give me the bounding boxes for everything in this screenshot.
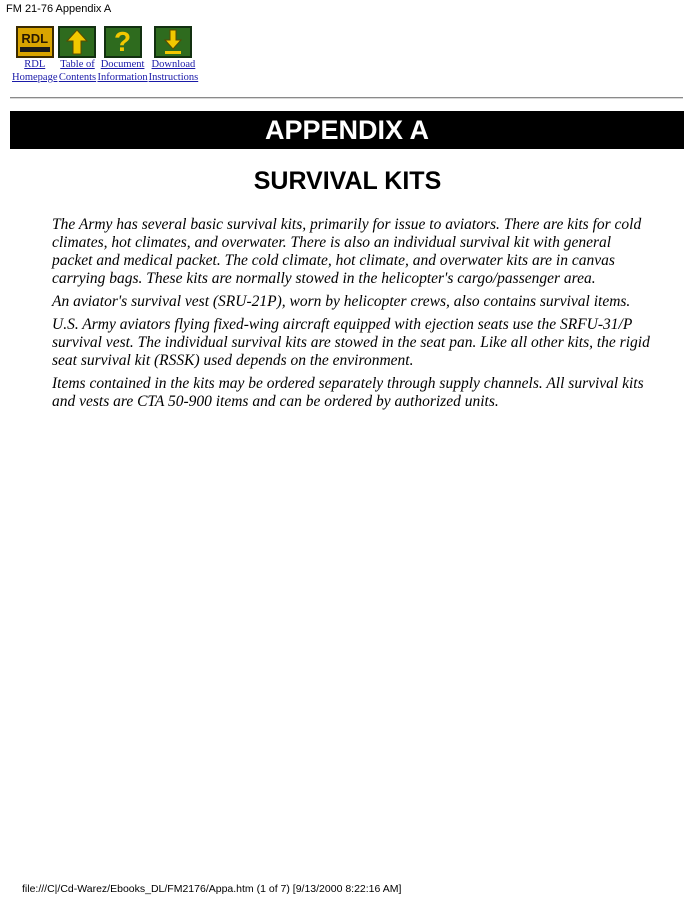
question-mark-glyph: ? — [114, 25, 132, 57]
nav-toolbar — [12, 26, 199, 84]
nav-table-of-contents[interactable] — [58, 26, 96, 84]
nav-rdl-label-2[interactable]: Homepage — [12, 71, 58, 83]
page-title: SURVIVAL KITS — [253, 167, 442, 195]
rdl-logo-bar — [20, 47, 50, 52]
nav-rdl-label-1[interactable]: RDL — [24, 59, 46, 70]
paragraph: The Army has several basic survival kits, primarily for issue to aviators. There are kits for cold climates, hot climates, and overwater. There is also an individual survival kit with general packet and medical packet. The cold climate, hot climate, and overwater kits are in canvas carrying bags. These kits are normally stowed in the helicopter's cargo/passenger area. — [52, 216, 642, 287]
question-mark-icon[interactable] — [104, 26, 142, 58]
up-arrow-icon[interactable] — [58, 26, 96, 58]
rdl-logo-icon[interactable] — [16, 26, 54, 58]
paragraph: An aviator's survival vest (SRU-21P), worn by helicopter crews, also contains survival items. — [52, 293, 631, 310]
nav-toc-label-1[interactable]: Table of — [60, 59, 95, 70]
page-header-title: FM 21-76 Appendix A — [6, 3, 112, 15]
body-content — [52, 216, 652, 416]
appendix-banner: APPENDIX A — [10, 111, 684, 149]
nav-download-label-2[interactable]: Instructions — [148, 71, 199, 83]
nav-download-label-1[interactable]: Download — [151, 59, 196, 70]
nav-toc-label-2[interactable]: Contents — [58, 71, 97, 83]
nav-document-information[interactable] — [97, 26, 147, 84]
download-arrow-svg — [162, 29, 184, 55]
nav-download-instructions[interactable] — [149, 26, 199, 84]
page-footer: file:///C|/Cd-Warez/Ebooks_DL/FM2176/Appa.htm (1 of 7) [9/13/2000 8:22:16 AM] — [22, 883, 402, 895]
nav-doc-label-1[interactable]: Document — [100, 59, 145, 70]
paragraph: Items contained in the kits may be ordered separately through supply channels. All survival kits and vests are CTA 50-900 items and can be ordered by authorized units. — [52, 375, 644, 410]
nav-rdl-homepage[interactable] — [12, 26, 57, 84]
download-arrow-icon[interactable] — [154, 26, 192, 58]
nav-doc-label-2[interactable]: Information — [97, 71, 148, 83]
paragraph: U.S. Army aviators flying fixed-wing aircraft equipped with ejection seats use the SRFU-31/P survival vest. The individual survival kits are stowed in the seat pan. Like all other kits, the rigid seat survival kit (RSSK) used depends on the environment. — [52, 316, 650, 369]
up-arrow-svg — [66, 29, 88, 55]
horizontal-divider — [10, 97, 683, 99]
rdl-logo-text: RDL — [21, 31, 49, 46]
